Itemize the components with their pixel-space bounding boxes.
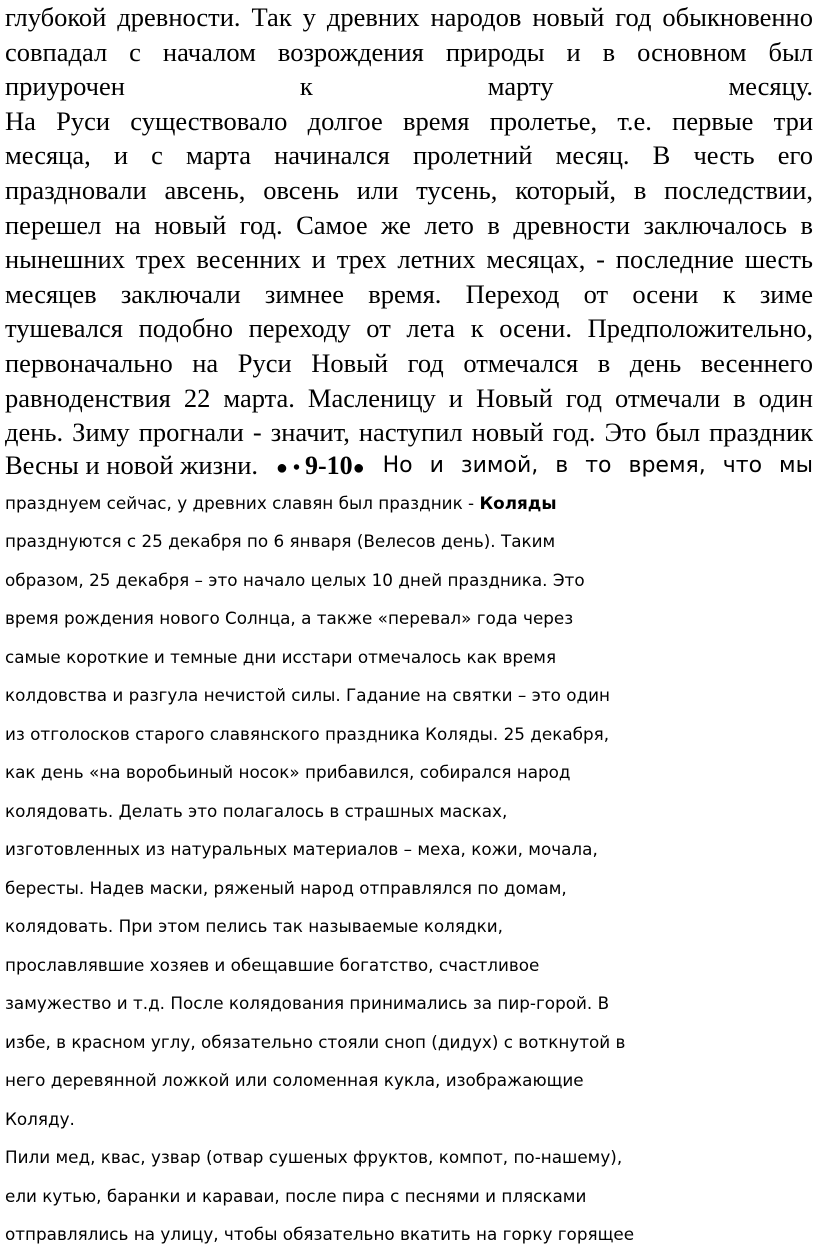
text-line: как день «на воробьиный носок» прибавился, собирался народ <box>5 762 571 783</box>
text-line: прославлявшие хозяев и обещавшие богатство, счастливое <box>5 954 540 975</box>
text-line: месяцев заключали зимнее время. Переход от осени к зиме <box>5 278 813 309</box>
text-line: приурочен к марту месяцу. <box>5 71 813 102</box>
text-line: первоначально на Руси Новый год отмечался в день весеннего <box>5 347 813 378</box>
text-line: Коляду. <box>5 1108 75 1129</box>
text-line: колядовать. Делать это полагалось в страшных масках, <box>5 800 508 821</box>
text-line: Пили мед, квас, узвар (отвар сушеных фруктов, компот, по-нашему), <box>5 1147 623 1168</box>
text-line: время рождения нового Солнца, а также «перевал» года через <box>5 608 574 629</box>
text-line <box>5 484 813 523</box>
text-line: колядовать. При этом пелись так называемые колядки, <box>5 916 503 937</box>
text-line: праздновали авсень, овсень или тусень, который, в последствии, <box>5 174 813 205</box>
page-number: 9-10 <box>305 450 353 480</box>
text-line: изготовленных из натуральных материалов – меха, кожи, мочала, <box>5 839 598 860</box>
text-fragment: Но и зимой, в то время, что мы <box>382 453 813 479</box>
text-fragment: празднуем сейчас, у древних славян был праздник - <box>5 492 480 513</box>
page-marker <box>276 451 365 481</box>
bullet-glyphs: ● • <box>275 456 305 479</box>
text-line: него деревянной ложкой или соломенная кукла, изображающие <box>5 1070 584 1091</box>
bullet-glyph: ● <box>352 456 365 479</box>
text-line: колдовства и разгула нечистой силы. Гадание на святки – это один <box>5 685 610 706</box>
text-line: На Руси существовало долгое время пролетье, т.е. первые три <box>5 105 813 136</box>
holiday-name: Коляды <box>479 492 557 513</box>
mixed-text-line <box>5 448 813 484</box>
text-line: перешел на новый год. Самое же лето в древности заключалось в <box>5 209 813 240</box>
text-line: образом, 25 декабря – это начало целых 10 дней праздника. Это <box>5 569 585 590</box>
text-line: нынешних трех весенних и трех летних месяцах, - последние шесть <box>5 244 813 275</box>
text-line: из отголосков старого славянского праздника Коляды. 25 декабря, <box>5 723 610 744</box>
text-line: избе, в красном углу, обязательно стояли сноп (дидух) с воткнутой в <box>5 1031 626 1052</box>
text-line: равноденствия 22 марта. Масленицу и Новый год отмечали в один <box>5 382 813 413</box>
text-line: совпадал с началом возрождения природы и в основном был <box>5 36 813 67</box>
text-line: глубокой древности. Так у древних народов новый год обыкновенно <box>5 2 813 32</box>
text-line: ели кутью, баранки и караваи, после пира с песнями и плясками <box>5 1185 587 1206</box>
text-fragment: Весны и новой жизни. <box>5 450 259 481</box>
text-line: месяца, и с марта начинался пролетний месяц. В честь его <box>5 140 813 171</box>
text-line: отправлялись на улицу, чтобы обязательно вкатить на горку горящее <box>5 1224 635 1245</box>
text-line: самые короткие и темные дни исстари отмечалось как время <box>5 646 557 667</box>
text-line: тушевался подобно переходу от лета к осени. Предположительно, <box>5 313 813 344</box>
text-line: бересты. Надев маски, ряженый народ отправлялся по домам, <box>5 877 567 898</box>
text-line: день. Зиму прогнали - значит, наступил новый год. Это был праздник <box>5 417 813 448</box>
text-line: празднуются с 25 декабря по 6 января (Велесов день). Таким <box>5 531 556 552</box>
text-line: замужество и т.д. После колядования принимались за пир-горой. В <box>5 993 610 1014</box>
document-page <box>5 0 813 1254</box>
